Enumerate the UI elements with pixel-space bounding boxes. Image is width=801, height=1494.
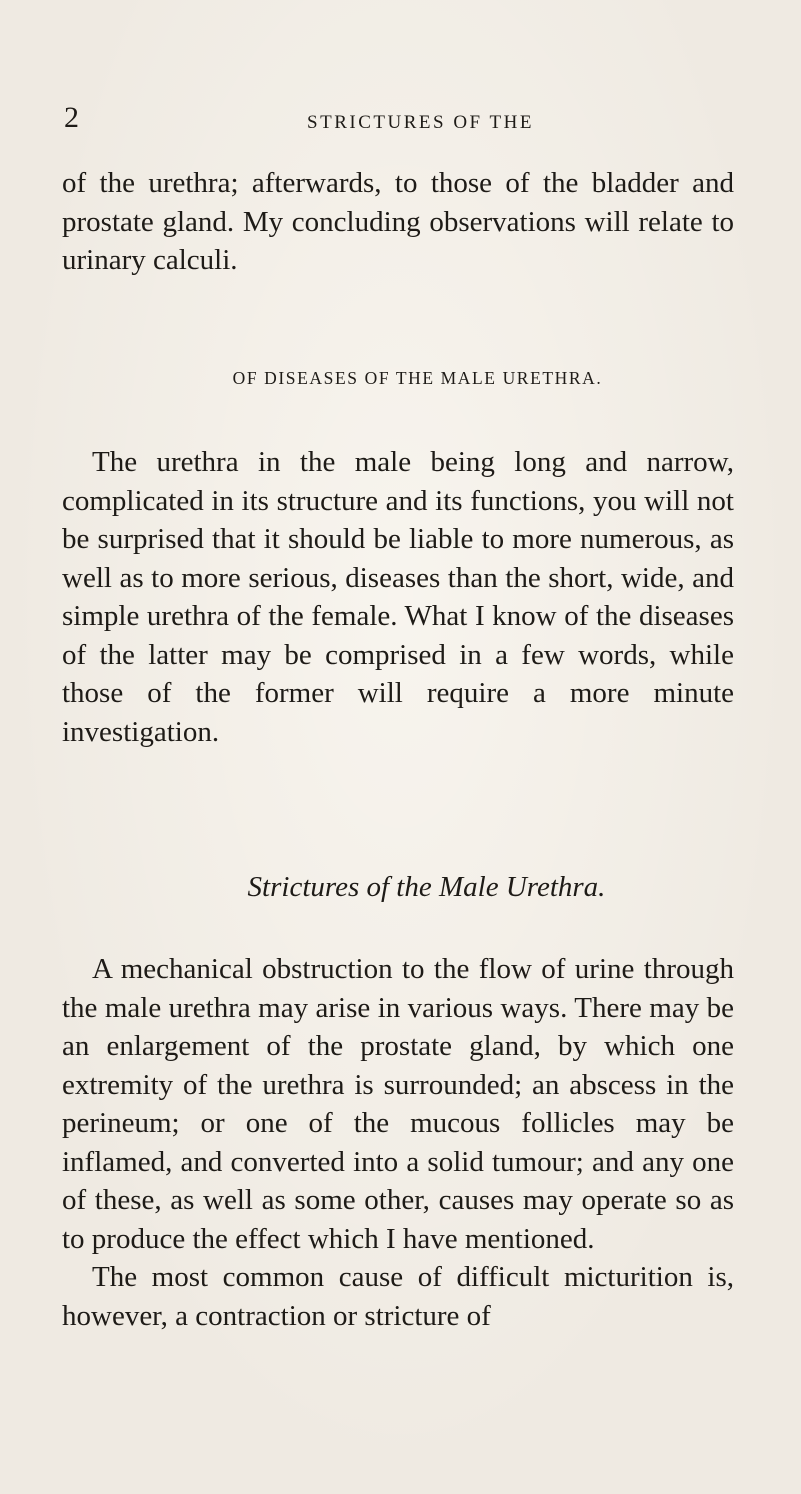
urethra-paragraph bbox=[62, 443, 734, 751]
page-number: 2 bbox=[64, 101, 79, 134]
page-header bbox=[0, 98, 801, 138]
intro-paragraph bbox=[62, 164, 734, 280]
urethra-text: The urethra in the male being long and narrow, complicated in its structure and its functions, you will not be surprised that it should be liable to more numerous, as well as to more serious, diseases than the short, wide, and simple urethra of the female. What I know of the diseases of the latter may be comprised in a few words, while those of the former will require a more minute investigation. bbox=[62, 446, 734, 748]
section-heading: OF DISEASES OF THE MALE URETHRA. bbox=[232, 368, 603, 388]
running-head: STRICTURES OF THE bbox=[307, 112, 534, 133]
subsection-heading: Strictures of the Male Urethra. bbox=[247, 871, 606, 903]
intro-text: of the urethra; afterwards, to those of the bladder and prostate gland. My concluding observations will relate to urinary calculi. bbox=[62, 167, 734, 276]
strictures-paragraph-2: The most common cause of difficult micturition is, however, a contraction or stricture of bbox=[62, 1261, 734, 1332]
strictures-paragraphs bbox=[62, 950, 734, 1335]
strictures-paragraph-1: A mechanical obstruction to the flow of urine through the male urethra may arise in various ways. There may be an enlargement of the prostate gland, by which one extremity of the urethra is surrounded; an abscess in the perineum; or one of the mucous follicles may be inflamed, and converted into a solid tumour; and any one of these, as well as some other, causes may operate so as to produce the effect which I have mentioned. bbox=[62, 953, 734, 1255]
